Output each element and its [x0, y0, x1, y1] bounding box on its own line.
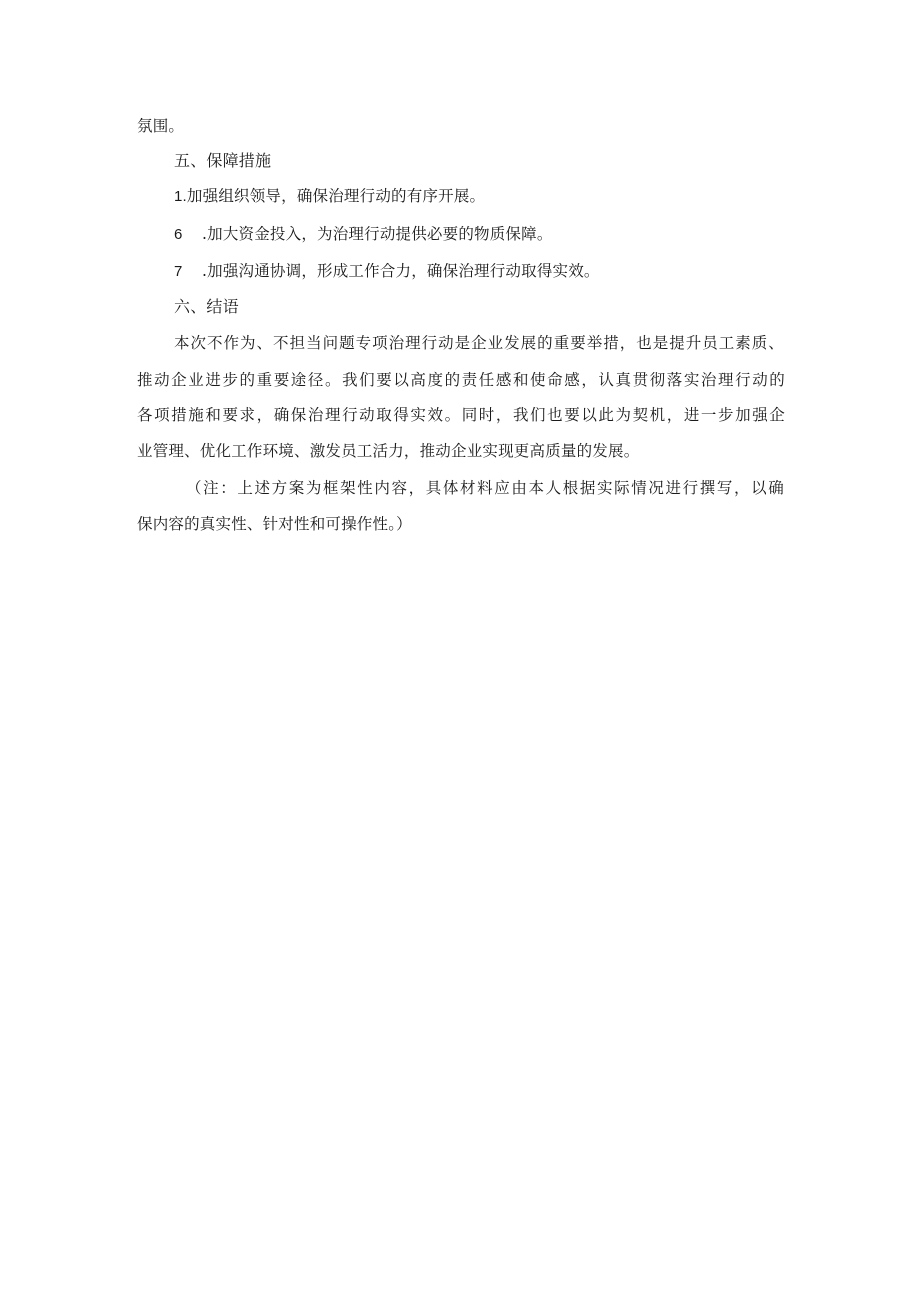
measure-item-3-text: .加强沟通协调，形成工作合力，确保治理行动取得实效。: [202, 262, 600, 280]
conclusion-line-2: 推动企业进步的重要途径。我们要以高度的责任感和使命感，认真贯彻落实治理行动的: [137, 371, 785, 389]
measure-item-2-text: .加大资金投入，为治理行动提供必要的物质保障。: [202, 225, 553, 243]
measure-item-1-number: 1.: [174, 188, 187, 205]
conclusion-line-3: 各项措施和要求，确保治理行动取得实效。同时，我们也要以此为契机，进一步加强企: [137, 406, 785, 424]
intro-tail-text: 氛围。: [137, 117, 185, 135]
conclusion-line-4: 业管理、优化工作环境、激发员工活力，推动企业实现更高质量的发展。: [137, 442, 640, 460]
section-5-heading: 五、保障措施: [174, 151, 272, 170]
measure-item-2-number: 6: [174, 226, 183, 243]
measure-item-1-text: 加强组织领导，确保治理行动的有序开展。: [186, 187, 486, 205]
measure-item-1: [174, 186, 485, 207]
note-line-1: （注：上述方案为框架性内容，具体材料应由本人根据实际情况进行撰写，以确: [186, 479, 784, 497]
conclusion-line-1: 本次不作为、不担当问题专项治理行动是企业发展的重要举措，也是提升员工素质、: [174, 334, 784, 352]
measure-item-3: [174, 261, 600, 282]
note-line-2: 保内容的真实性、针对性和可操作性。）: [137, 515, 412, 533]
measure-item-3-number: 7: [174, 263, 183, 280]
section-6-heading: 六、结语: [174, 297, 239, 316]
measure-item-2: [174, 224, 553, 245]
